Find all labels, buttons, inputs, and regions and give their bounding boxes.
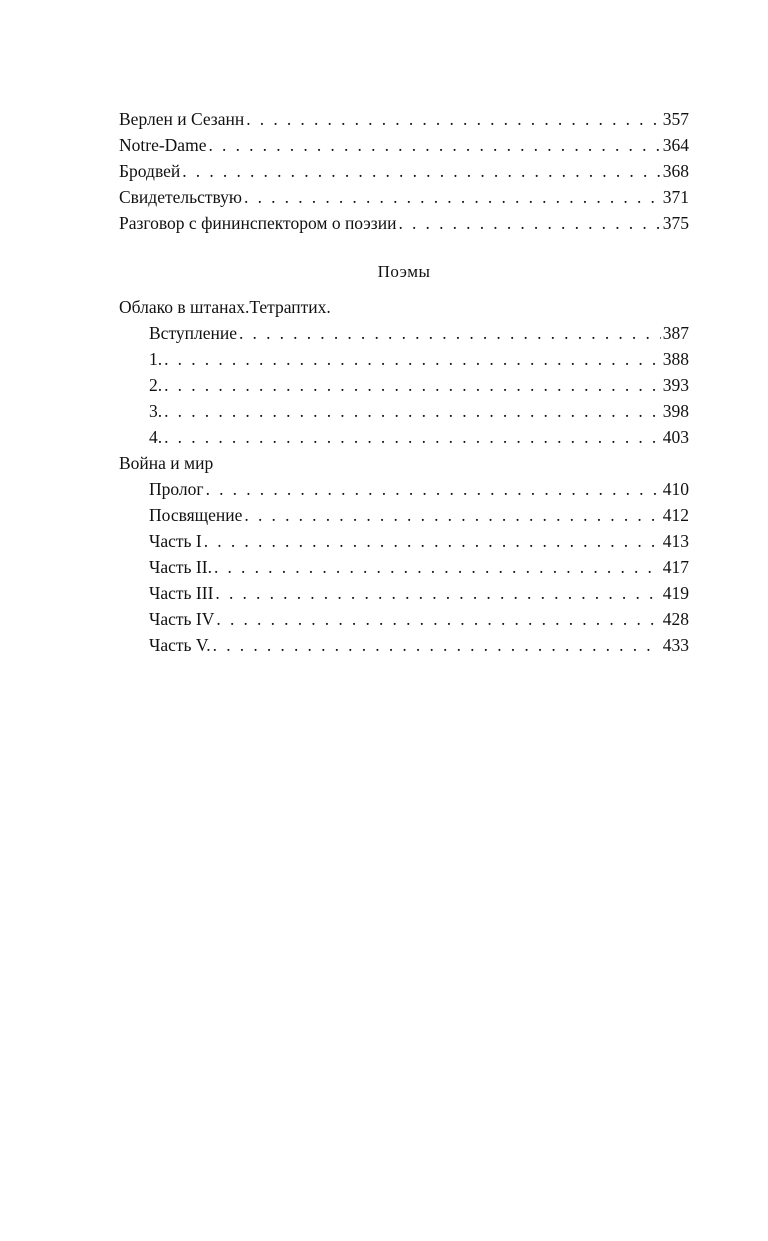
toc-subentry [119, 320, 689, 346]
toc-subentry [119, 606, 689, 632]
leader-dots [398, 210, 660, 236]
toc-entry-page: 371 [662, 187, 689, 207]
toc-entry-title: Часть V. [149, 635, 211, 655]
toc-subentry [119, 502, 689, 528]
toc-entry-page: 388 [662, 349, 689, 369]
toc-entry-title: Верлен и Сезанн [119, 109, 245, 129]
toc-entry-page: 357 [662, 109, 689, 129]
leader-dots [239, 320, 661, 346]
toc-subentry [119, 476, 689, 502]
toc-subentry [119, 398, 689, 424]
leader-dots [215, 580, 660, 606]
toc-entry-page: 387 [662, 323, 689, 343]
toc-entry-title: Свидетельствую [119, 187, 243, 207]
toc-entry-page: 419 [662, 583, 689, 603]
toc-entry-title: Часть IV [149, 609, 215, 629]
toc-entry [119, 158, 689, 184]
toc-entry-title: Посвящение [149, 505, 243, 525]
toc-entry [119, 210, 689, 236]
leader-dots [164, 398, 661, 424]
toc-entry-page: 364 [662, 135, 689, 155]
toc-subentry [119, 632, 689, 658]
toc-entry-title: Часть I [149, 531, 202, 551]
toc-entry [119, 184, 689, 210]
toc-entry-page: 428 [662, 609, 689, 629]
toc-entry-page: 410 [662, 479, 689, 499]
toc-entry-page: 412 [662, 505, 689, 525]
table-of-contents [119, 106, 689, 658]
leader-dots [244, 502, 660, 528]
toc-entry-title: 2. [149, 375, 163, 395]
toc-subentry [119, 372, 689, 398]
toc-subentry [119, 580, 689, 606]
section-heading: Поэмы [377, 262, 431, 281]
toc-subentry [119, 424, 689, 450]
toc-entry-title: Вступление [149, 323, 237, 343]
toc-entry-title: Разговор с фининспектором о поэзии [119, 213, 397, 233]
leader-dots [244, 184, 661, 210]
leader-dots [164, 346, 661, 372]
toc-entry-title: Часть II. [149, 557, 212, 577]
toc-entry-title: Notre-Dame [119, 135, 207, 155]
toc-entry-page: 368 [662, 161, 689, 181]
toc-entry-title: Пролог [149, 479, 204, 499]
toc-subentry [119, 346, 689, 372]
leader-dots [216, 606, 660, 632]
toc-entry-page: 417 [662, 557, 689, 577]
toc-entry-page: 375 [662, 213, 689, 233]
toc-entry-title: 3. [149, 401, 163, 421]
toc-entry-title: 4. [149, 427, 163, 447]
leader-dots [246, 106, 661, 132]
toc-entry-title: 1. [149, 349, 163, 369]
toc-entry-page: 398 [662, 401, 689, 421]
leader-dots [164, 372, 661, 398]
leader-dots [182, 158, 661, 184]
toc-entry-page: 393 [662, 375, 689, 395]
toc-entry-page: 413 [662, 531, 689, 551]
toc-subentry [119, 554, 689, 580]
leader-dots [213, 632, 661, 658]
toc-entry-page: 403 [662, 427, 689, 447]
toc-subentry [119, 528, 689, 554]
toc-entry-page: 433 [662, 635, 689, 655]
poem-title: Облако в штанах.Тетраптих. [119, 297, 331, 317]
leader-dots [206, 476, 661, 502]
toc-entry [119, 132, 689, 158]
toc-entry-title: Часть III [149, 583, 214, 603]
poem-title: Война и мир [119, 453, 214, 473]
leader-dots [208, 132, 660, 158]
leader-dots [164, 424, 661, 450]
leader-dots [214, 554, 661, 580]
leader-dots [204, 528, 661, 554]
toc-entry-title: Бродвей [119, 161, 181, 181]
toc-entry [119, 106, 689, 132]
